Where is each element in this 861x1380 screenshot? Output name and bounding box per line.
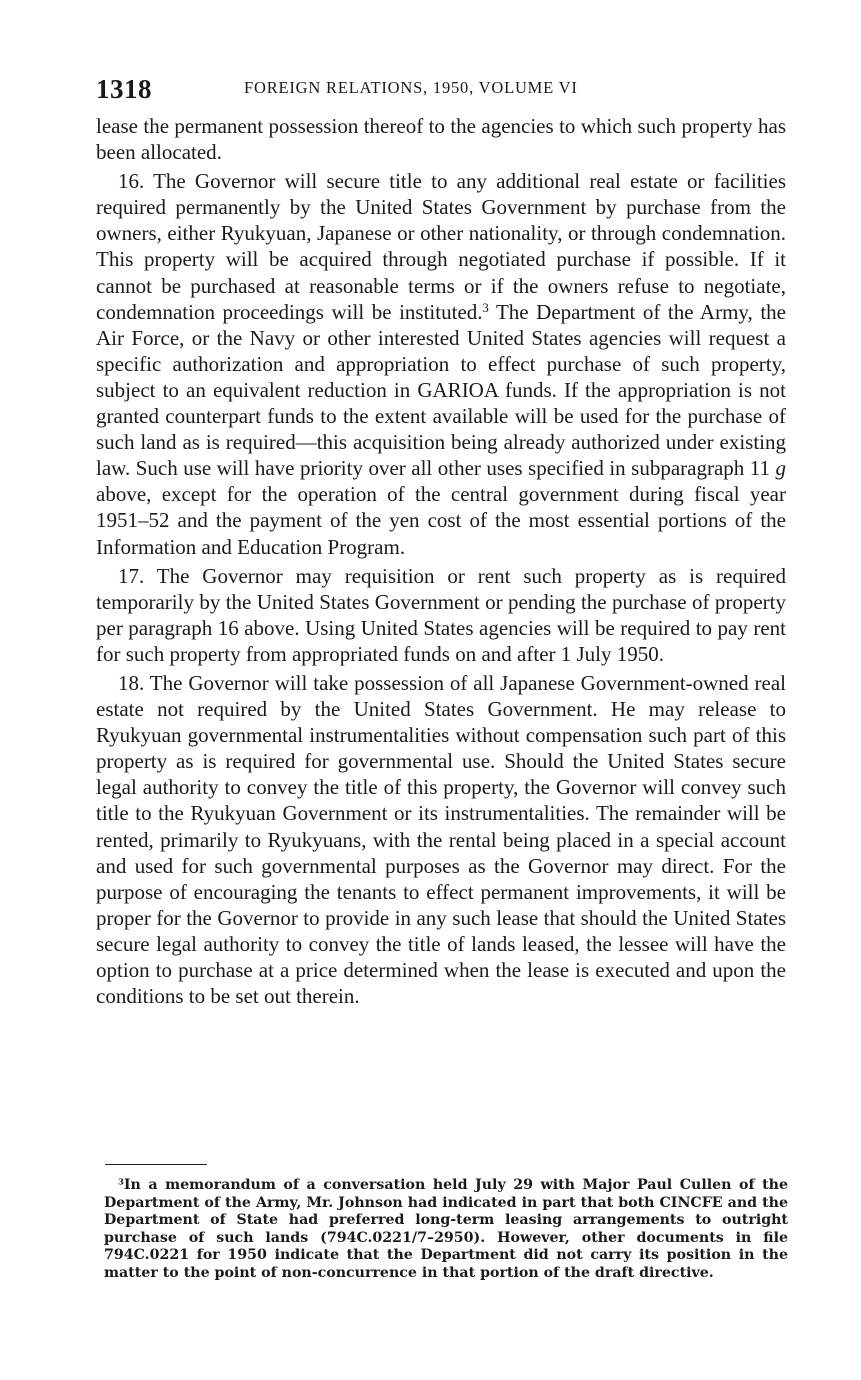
paragraph-text: lease the permanent possession thereof to the agencies to which such property has been allocated.	[96, 114, 786, 165]
footnote	[104, 1177, 788, 1282]
paragraph-text: 16. The Governor will secure title to any additional real estate or facilities required permanently by the United States Government by purchase from the owners, either Ryukyuan, Japanese or other nationality, or through condemnation. This property will be acquired through negotiated purchase if possible. If it cannot be purchased at reasonable terms or if the owners refuse to negotiate, condemnation proceedings will be instituted.	[96, 169, 786, 324]
paragraph-text: 18. The Governor will take possession of all Japanese Government-owned real estate not required by the United States Government. He may release to Ryukyuan governmental instrumentalities without compensation such part of this property as is required for governmental use. Should the United States secure legal authority to convey the title of this property, the Governor will convey such title to the Ryukyuan Government or its instrumentalities. The remainder will be rented, primarily to Ryukyuans, with the rental being placed in a special account and used for such governmental purposes as the Governor may direct. For the purpose of encouraging the tenants to effect permanent improvements, it will be proper for the Governor to provide in any such lease that should the United States secure legal authority to convey the title of lands leased, the lessee will have the option to purchase at a price determined when the lease is executed and upon the conditions to be set out therein.	[96, 670, 786, 1009]
paragraph-16	[96, 168, 786, 559]
footnote-marker: 3	[118, 1177, 124, 1188]
paragraph-text: The Department of the Army, the Air Force, or the Navy or other interested United States agencies will request a specific authorization and appropriation to effect purchase of such property, subject to an equivalent reduction in GARIOA funds. If the appropriation is not granted counterpart funds to the extent available will be used for the purchase of such land as is required—this acquisition being already authorized under existing law. Such use will have priority over all other uses specified in subparagraph 11	[96, 299, 786, 481]
footnote-reference: 3	[482, 300, 489, 315]
italic-subparagraph-letter: g	[775, 456, 786, 481]
footnote-divider	[105, 1164, 207, 1165]
paragraph-17	[96, 563, 786, 667]
running-title: FOREIGN RELATIONS, 1950, VOLUME VI	[244, 78, 578, 97]
page-number: 1318	[96, 74, 152, 104]
paragraph-text: 17. The Governor may requisition or rent such property as is required temporarily by the United States Government or pending the purchase of property per paragraph 16 above. Using United States agencies will be required to pay rent for such property from appropriated funds on and after 1 July 1950.	[96, 563, 786, 666]
paragraph-18	[96, 670, 786, 1009]
paragraph-text: above, except for the operation of the central government during fiscal year 1951–52 and the payment of the yen cost of the most essential portions of the Information and Education Program.	[96, 482, 786, 559]
footnote-text: In a memorandum of a conversation held July 29 with Major Paul Cullen of the Department of the Army, Mr. Johnson had indicated in part that both CINCFE and the Department of State had preferred long-term leasing arrangements to outright purchase of such lands (794C.0221/7–2950). However, other documents in file 794C.0221 for 1950 indicate that the Department did not carry its position in the matter to the point of non-concurrence in that portion of the draft directive.	[104, 1177, 788, 1281]
body-text	[96, 113, 786, 1009]
paragraph-continuation	[96, 113, 786, 165]
page-header	[96, 70, 786, 110]
